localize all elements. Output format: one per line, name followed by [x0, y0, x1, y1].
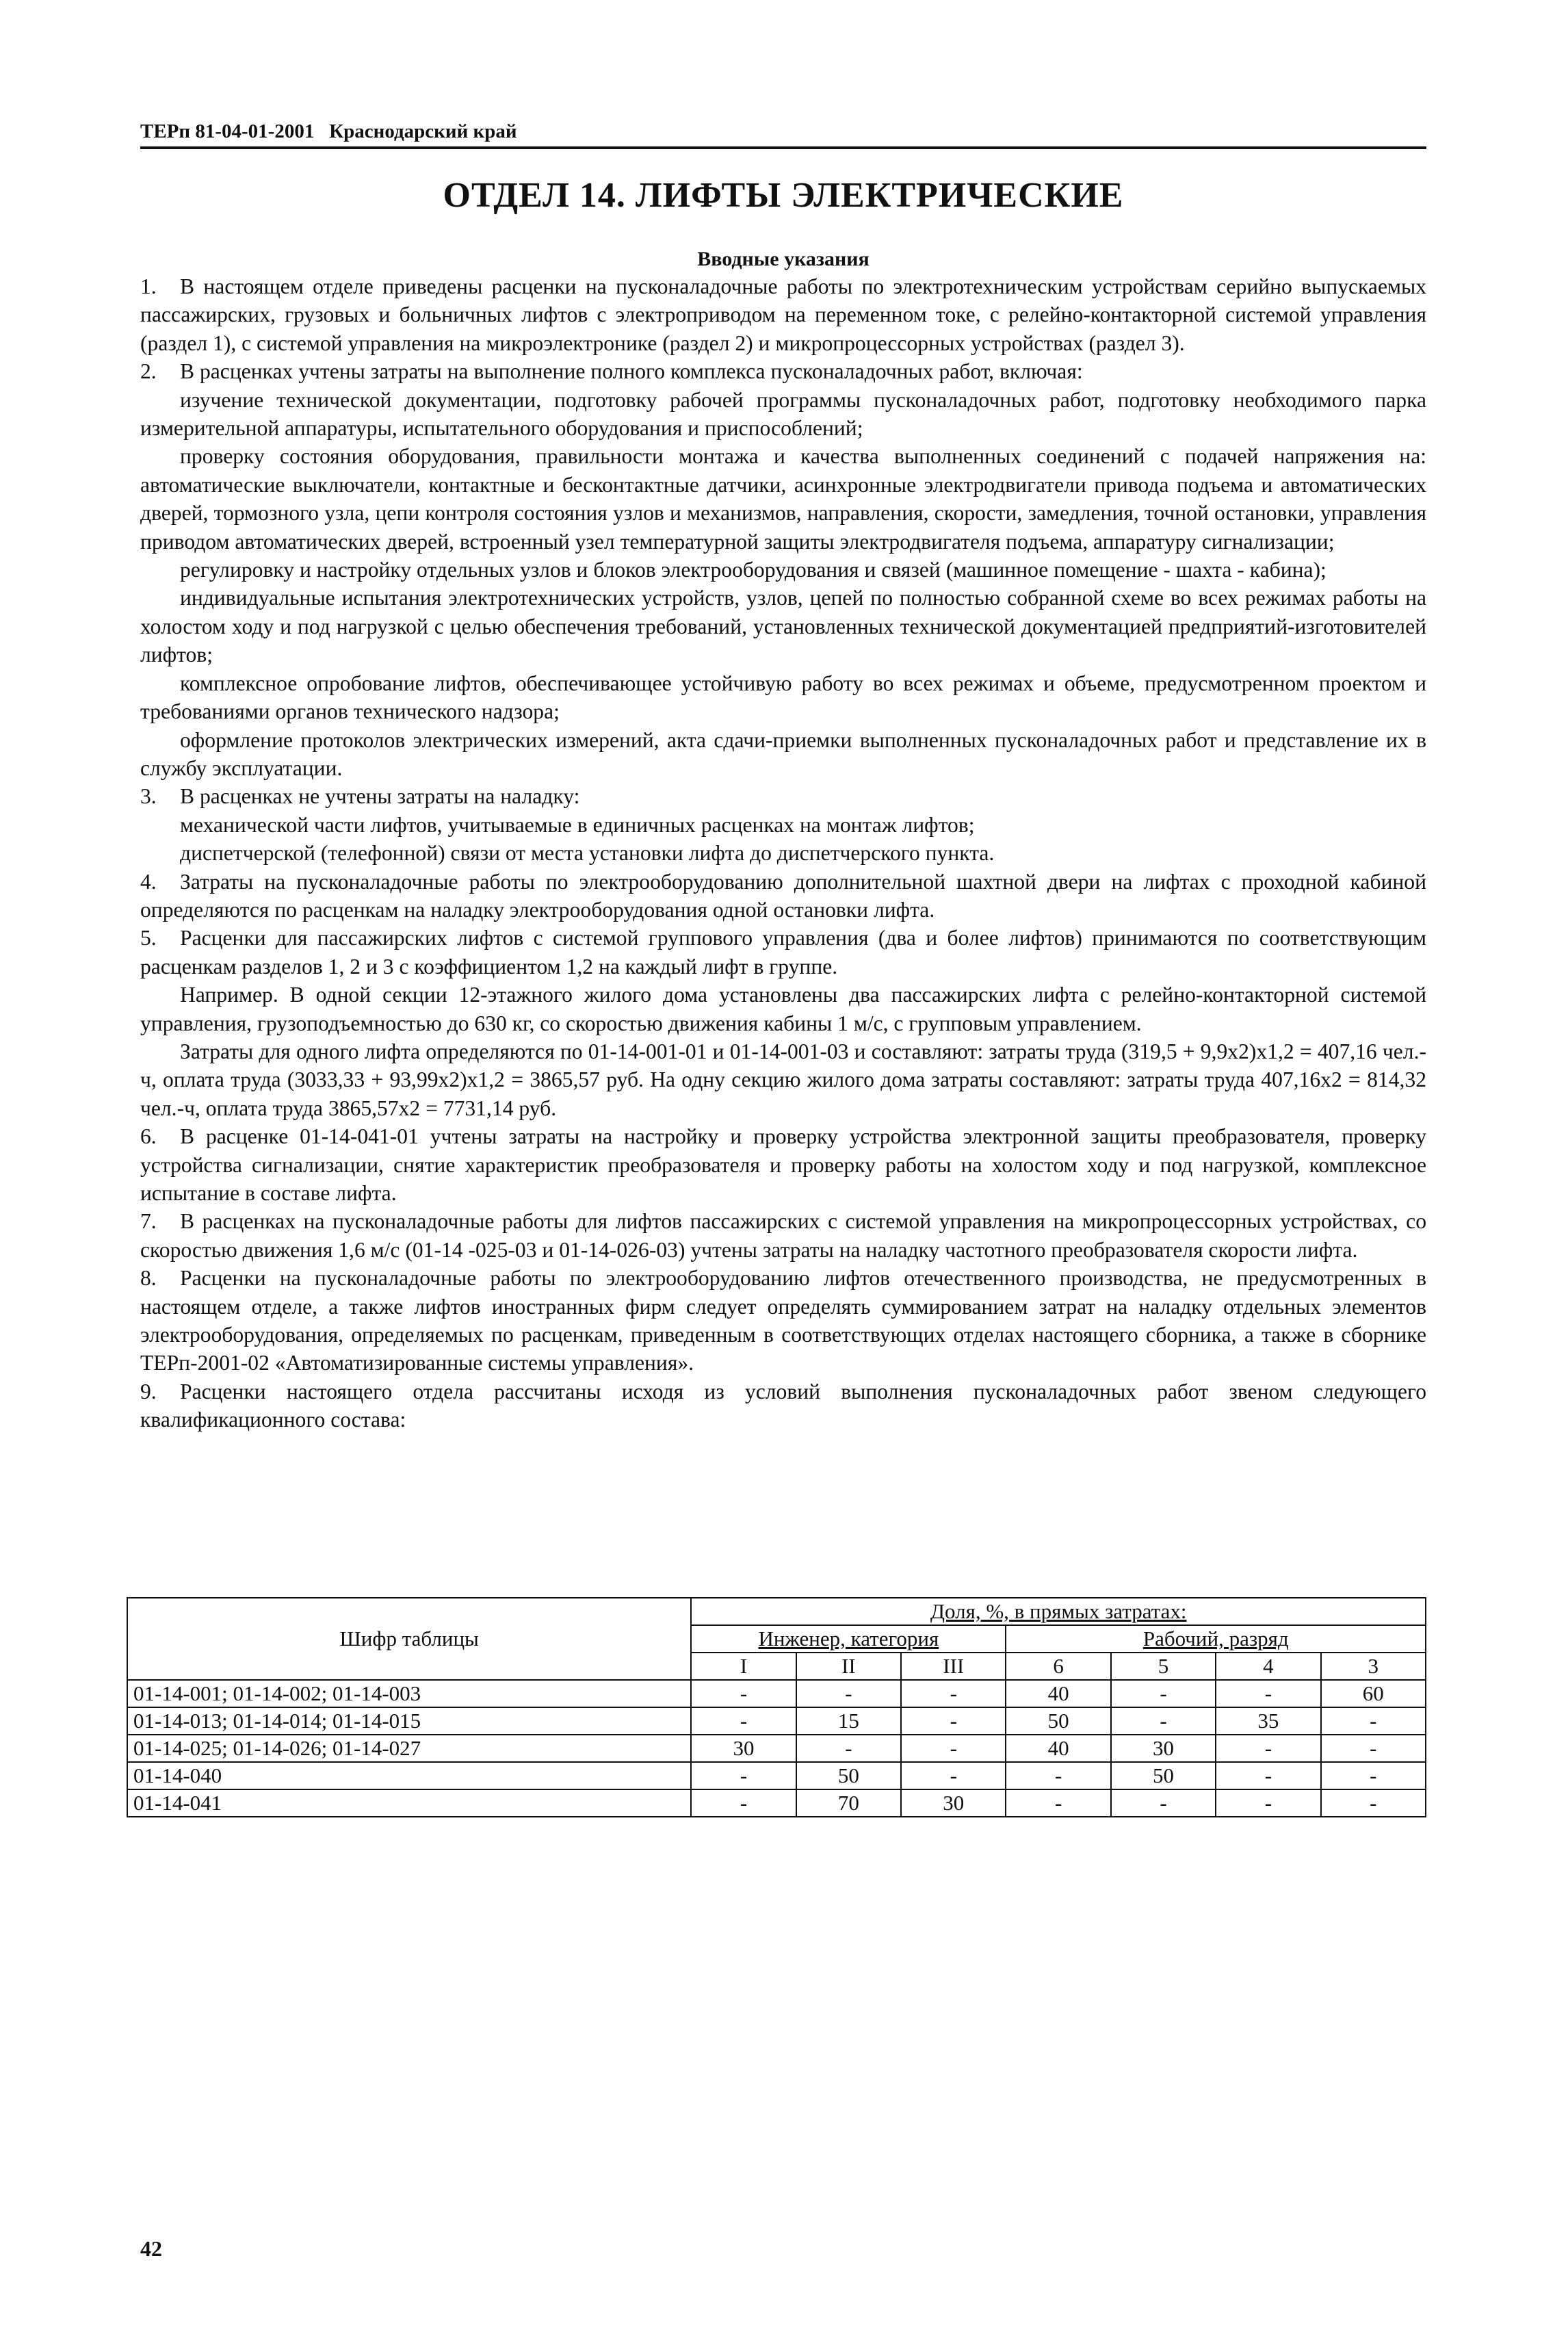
table-cell: -	[1216, 1762, 1320, 1789]
intro-heading: Вводные указания	[697, 248, 870, 270]
paragraph-3: 3. В расценках не учтены затраты на наладку:	[140, 782, 1426, 810]
table-cell: -	[901, 1735, 1006, 1762]
paragraph-3a: механической части лифтов, учитываемые в единичных расценках на монтаж лифтов;	[180, 812, 975, 837]
column-header: 6	[1006, 1653, 1110, 1680]
table-cell: -	[1111, 1680, 1216, 1707]
table-cell: 35	[1216, 1707, 1320, 1735]
crew-composition-table	[127, 1597, 1426, 1817]
paragraph-2c: регулировку и настройку отдельных узлов и блоков электрооборудования и связей (машинное помещение - шахта - кабина);	[180, 558, 1327, 582]
table-cell: -	[1216, 1680, 1320, 1707]
row-code: 01-14-041	[127, 1789, 691, 1817]
item-number: 7.	[140, 1209, 157, 1234]
engineer-header: Инженер, категория	[691, 1625, 1006, 1653]
table-cell: -	[1111, 1707, 1216, 1735]
table-cell: -	[901, 1680, 1006, 1707]
worker-header: Рабочий, разряд	[1006, 1625, 1426, 1653]
paragraph-2b: проверку состояния оборудования, правильности монтажа и качества выполненных соединений с подачей напряжения на: автоматические выключатели, контактные и бесконтактные датчики, асинхронные электродвигатели привода подъема и автоматических дверей, тормозного узла, цепи контроля состояния узлов и механизмов, направления, скорости, замедления, точной остановки, управления приводом автоматических дверей, встроенный узел температурной защиты электродвигателя подъема, аппаратуру сигнализации;	[140, 444, 1426, 554]
item-number: 8.	[140, 1266, 157, 1291]
row-code: 01-14-001; 01-14-002; 01-14-003	[127, 1680, 691, 1707]
item-number: 6.	[140, 1124, 157, 1149]
table-cell: -	[796, 1735, 901, 1762]
paragraph-5: 5. Расценки для пассажирских лифтов с системой группового управления (два и более лифтов) принимаются по соответствующим расценкам разделов 1, 2 и 3 с коэффициентом 1,2 на каждый лифт в группе.	[140, 924, 1426, 981]
paragraph-3b: диспетчерской (телефонной) связи от места установки лифта до диспетчерского пункта.	[180, 841, 995, 866]
table-cell: -	[1216, 1789, 1320, 1817]
paragraph-5b: Затраты для одного лифта определяются по 01-14-001-01 и 01-14-001-03 и составляют: затраты труда (319,5 + 9,9x2)x1,2 = 407,16 чел.-ч, оплата труда (3033,33 + 93,99x2)x1,2 = 3865,57 руб. На одну секцию жилого дома затраты составляют: затраты труда 407,16x2 = 814,32 чел.-ч, оплата труда 3865,57x2 = 7731,14 руб.	[140, 1039, 1426, 1120]
table-row	[127, 1680, 1426, 1707]
cipher-header: Шифр таблицы	[127, 1598, 691, 1680]
table-cell: 50	[796, 1762, 901, 1789]
item-number: 3.	[140, 784, 157, 809]
table-cell: -	[901, 1762, 1006, 1789]
table-cell: -	[796, 1680, 901, 1707]
paragraph-2: 2. В расценках учтены затраты на выполнение полного комплекса пусконаладочных работ, включая:	[140, 357, 1426, 385]
column-header: 5	[1111, 1653, 1216, 1680]
paragraph-2a: изучение технической документации, подготовку рабочей программы пусконаладочных работ, подготовку необходимого парка измерительной аппаратуры, испытательного оборудования и приспособлений;	[140, 387, 1426, 441]
table-row	[127, 1762, 1426, 1789]
table-cell: -	[691, 1707, 796, 1735]
column-header: 4	[1216, 1653, 1320, 1680]
table-cell: -	[1321, 1707, 1426, 1735]
share-header: Доля, %, в прямых затратах:	[691, 1598, 1426, 1625]
section-title: ОТДЕЛ 14. ЛИФТЫ ЭЛЕКТРИЧЕСКИЕ	[443, 176, 1124, 215]
table-cell: -	[1006, 1762, 1110, 1789]
intro-text	[140, 272, 1426, 1434]
item-number: 9.	[140, 1379, 157, 1403]
table-cell: 30	[1111, 1735, 1216, 1762]
table-header-row	[127, 1598, 1426, 1625]
table-row	[127, 1789, 1426, 1817]
paragraph-2e: комплексное опробование лифтов, обеспечивающее устойчивую работу во всех режимах и объеме, предусмотренном проектом и требованиями органов технического надзора;	[140, 671, 1426, 724]
table-cell: 40	[1006, 1680, 1110, 1707]
row-code: 01-14-040	[127, 1762, 691, 1789]
column-header: II	[796, 1653, 901, 1680]
header-code: ТЕРп 81-04-01-2001	[140, 120, 315, 142]
page-number: 42	[140, 2236, 162, 2261]
paragraph-2d: индивидуальные испытания электротехнических устройств, узлов, цепей по полностью собранной схеме во всех режимах работы на холостом ходу и под нагрузкой с целью обеспечения требований, установленных технической документацией предприятий-изготовителей лифтов;	[140, 586, 1426, 667]
paragraph-9: 9. Расценки настоящего отдела рассчитаны исходя из условий выполнения пусконаладочных работ звеном следующего квалификационного состава:	[140, 1377, 1426, 1434]
row-code: 01-14-013; 01-14-014; 01-14-015	[127, 1707, 691, 1735]
paragraph-5a: Например. В одной секции 12-этажного жилого дома установлены два пассажирских лифта с релейно-контакторной системой управления, грузоподъемностью до 630 кг, со скоростью движения кабины 1 м/с, с групповым управлением.	[140, 983, 1426, 1035]
item-number: 1.	[140, 274, 157, 298]
table-cell: -	[1321, 1789, 1426, 1817]
table-row	[127, 1707, 1426, 1735]
table-row	[127, 1735, 1426, 1762]
table-cell: 60	[1321, 1680, 1426, 1707]
paragraph-1: 1. В настоящем отделе приведены расценки на пусконаладочные работы по электротехническим устройствам серийно выпускаемых пассажирских, грузовых и больничных лифтов с электроприводом на переменном токе, с релейно-контакторной системой управления (раздел 1), с системой управления на микроэлектронике (раздел 2) и микропроцессорных устройствах (раздел 3).	[140, 272, 1426, 357]
table-cell: 15	[796, 1707, 901, 1735]
table-cell: -	[1321, 1735, 1426, 1762]
table-cell: -	[1216, 1735, 1320, 1762]
table-cell: -	[691, 1762, 796, 1789]
column-header: 3	[1321, 1653, 1426, 1680]
row-code: 01-14-025; 01-14-026; 01-14-027	[127, 1735, 691, 1762]
table-cell: -	[1321, 1762, 1426, 1789]
table-cell: 30	[901, 1789, 1006, 1817]
table-cell: -	[1006, 1789, 1110, 1817]
paragraph-4: 4. Затраты на пусконаладочные работы по электрооборудованию дополнительной шахтной двери на лифтах с проходной кабиной определяются по расценкам на наладку электрооборудования одной остановки лифта.	[140, 868, 1426, 924]
column-header: III	[901, 1653, 1006, 1680]
table-cell: 40	[1006, 1735, 1110, 1762]
item-number: 4.	[140, 869, 157, 894]
paragraph-7: 7. В расценках на пусконаладочные работы для лифтов пассажирских с системой управления на микропроцессорных устройствах, со скоростью движения 1,6 м/с (01-14 -025-03 и 01-14-026-03) учтены затраты на наладку частотного преобразователя скорости лифта.	[140, 1207, 1426, 1264]
table-cell: 50	[1111, 1762, 1216, 1789]
table-cell: -	[1111, 1789, 1216, 1817]
header-region: Краснодарский край	[329, 120, 517, 142]
item-number: 5.	[140, 926, 157, 950]
table-cell: -	[691, 1789, 796, 1817]
table-cell: -	[901, 1707, 1006, 1735]
column-header: I	[691, 1653, 796, 1680]
table-cell: 30	[691, 1735, 796, 1762]
table-cell: -	[691, 1680, 796, 1707]
paragraph-6: 6. В расценке 01-14-041-01 учтены затраты на настройку и проверку устройства электронной защиты преобразователя, проверку устройства сигнализации, снятие характеристик преобразователя и проверку работы на холостом ходу и под нагрузкой, комплексное испытание в составе лифта.	[140, 1122, 1426, 1207]
running-header	[140, 119, 1426, 149]
paragraph-8: 8. Расценки на пусконаладочные работы по электрооборудованию лифтов отечественного производства, не предусмотренных в настоящем отделе, а также лифтов иностранных фирм следует определять суммированием затрат на наладку отдельных элементов электрооборудования, определяемых по расценкам, приведенным в соответствующих отделах настоящего сборника, а также в сборнике ТЕРп-2001-02 «Автоматизированные системы управления».	[140, 1264, 1426, 1377]
paragraph-2f: оформление протоколов электрических измерений, акта сдачи-приемки выполненных пусконаладочных работ и представление их в службу эксплуатации.	[140, 727, 1426, 780]
table-cell: 50	[1006, 1707, 1110, 1735]
table-cell: 70	[796, 1789, 901, 1817]
item-number: 2.	[140, 359, 157, 384]
